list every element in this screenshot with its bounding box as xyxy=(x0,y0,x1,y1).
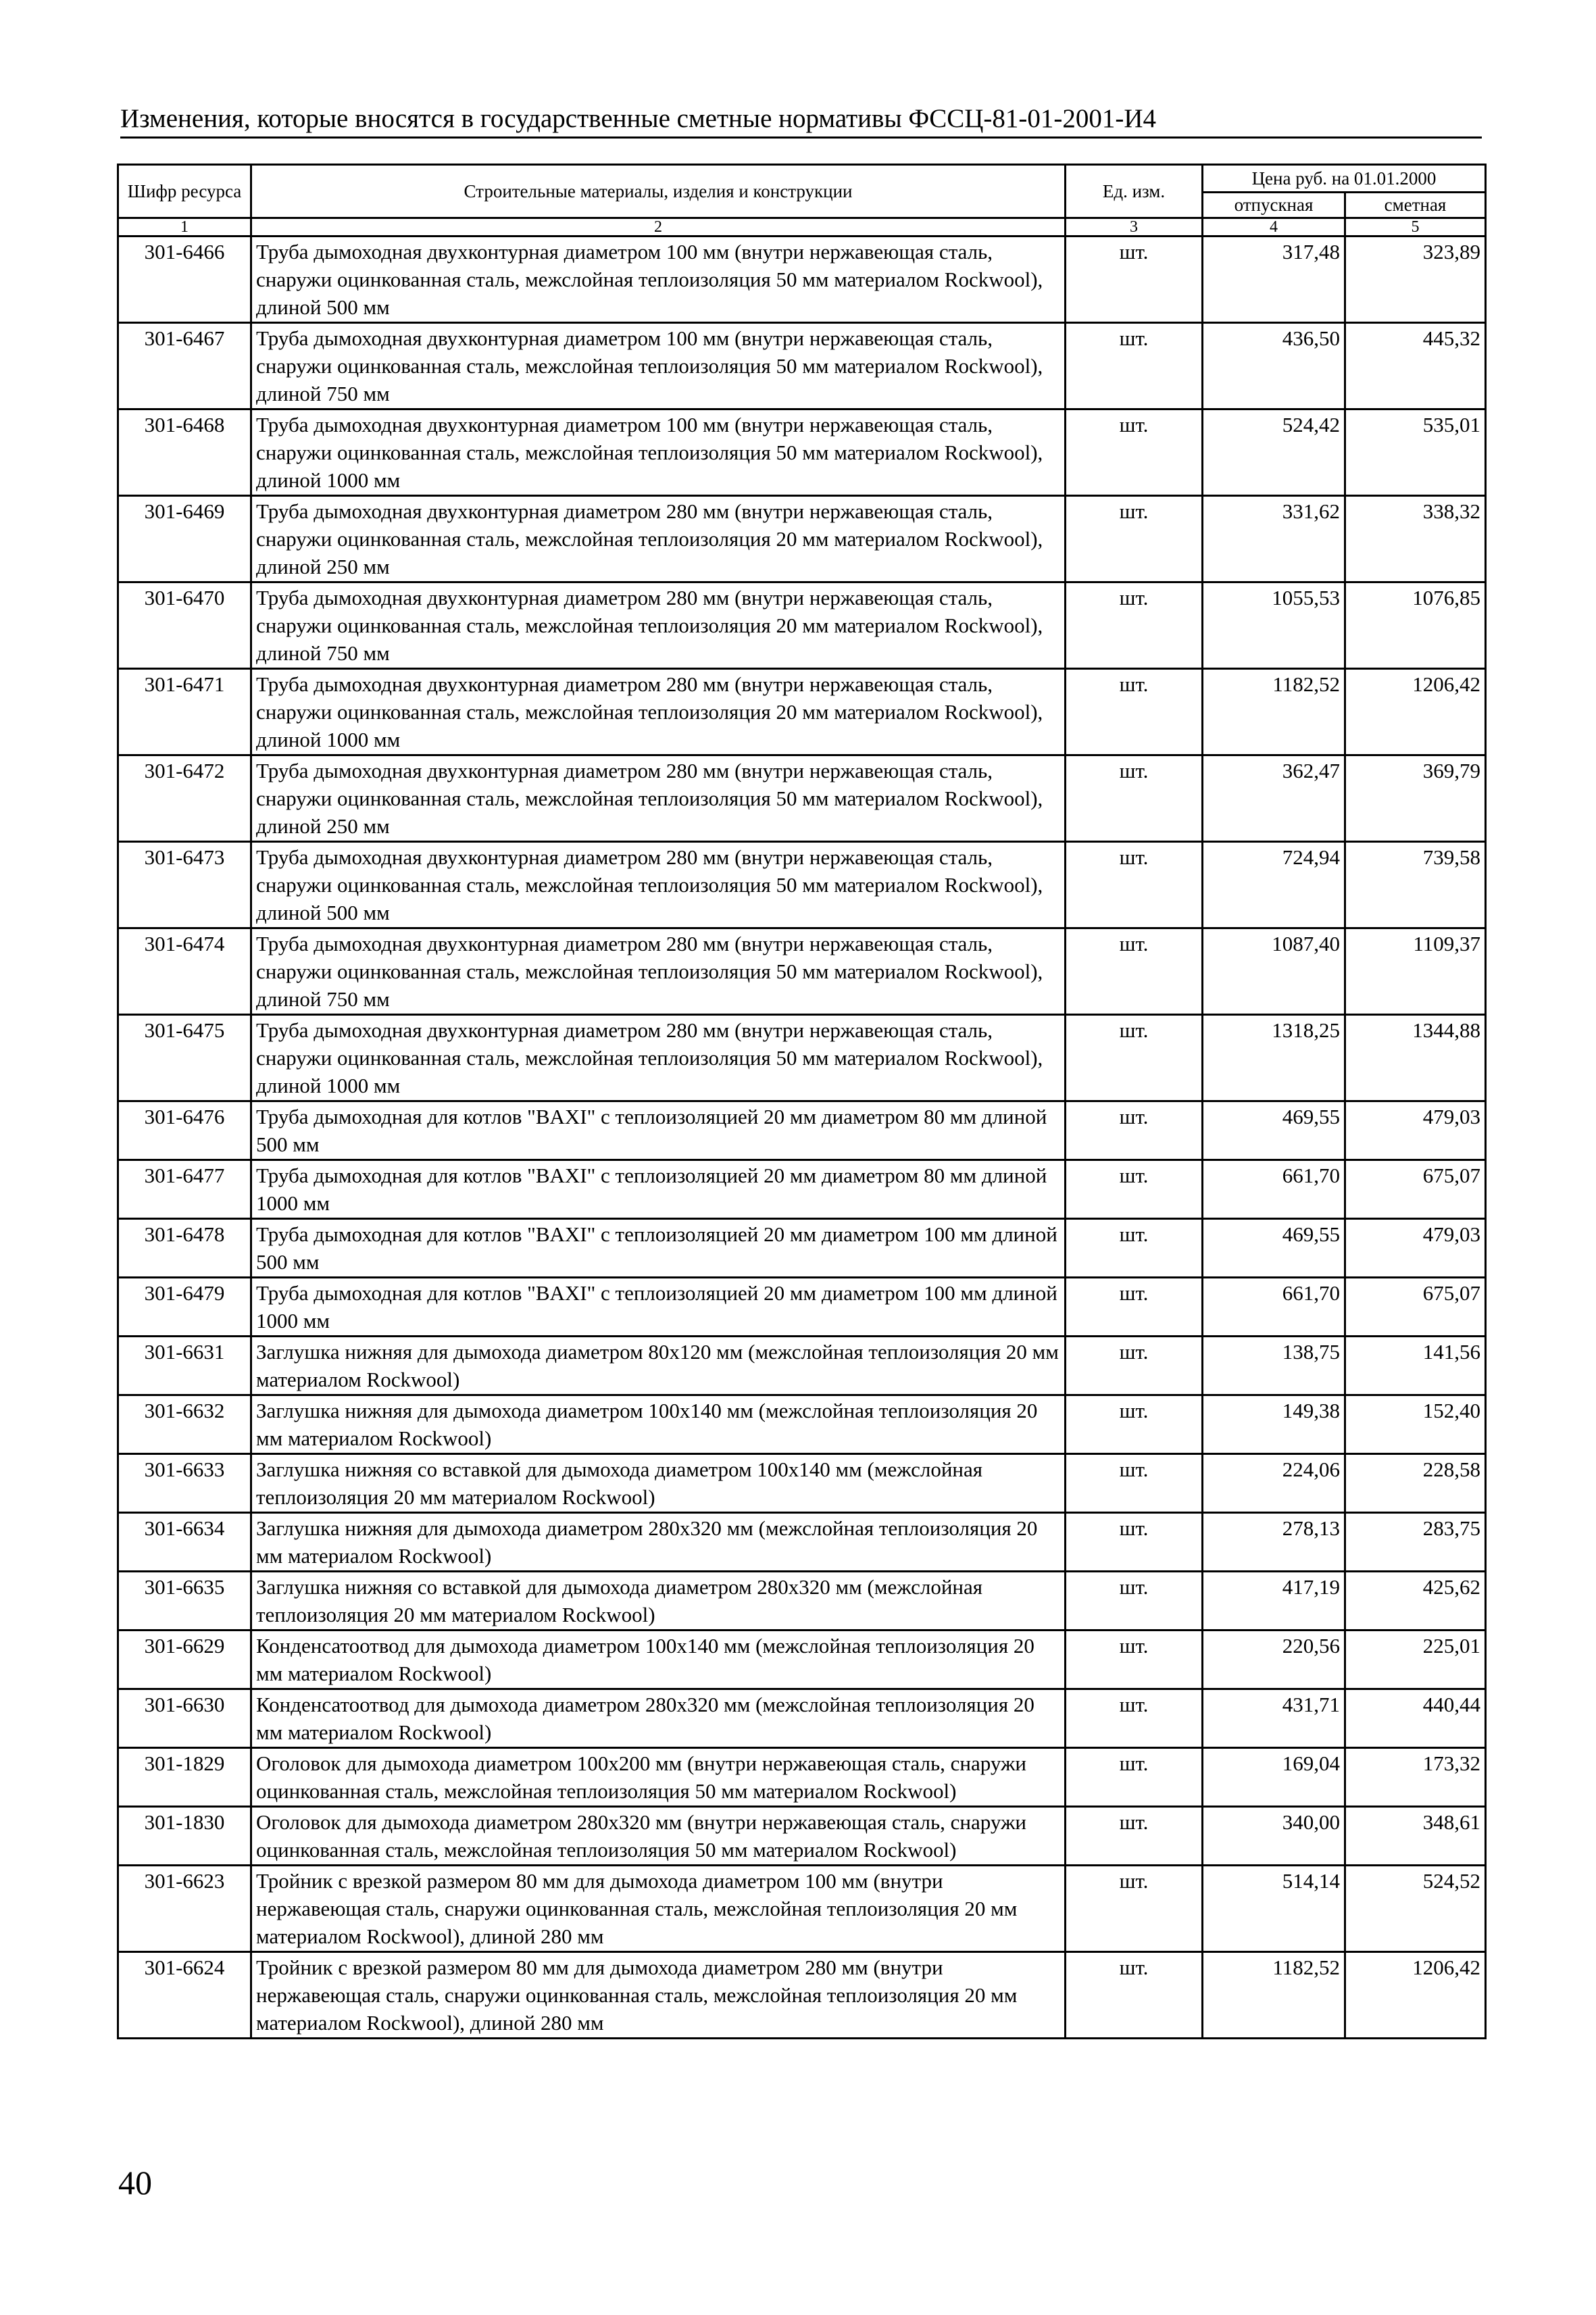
unit-cell: шт. xyxy=(1066,842,1203,928)
release-price-cell: 1087,40 xyxy=(1203,928,1345,1015)
unit-cell: шт. xyxy=(1066,1866,1203,1952)
table-row xyxy=(118,1631,1486,1689)
estimate-price-cell: 173,32 xyxy=(1345,1748,1486,1807)
unit-cell: шт. xyxy=(1066,1015,1203,1101)
resource-code-cell: 301-6632 xyxy=(118,1395,251,1454)
table-row xyxy=(118,1454,1486,1513)
material-name-cell: Труба дымоходная для котлов "BAXI" с теплоизоляцией 20 мм диаметром 80 мм длиной 500 мм xyxy=(251,1101,1066,1160)
resource-code-cell: 301-6478 xyxy=(118,1219,251,1278)
estimate-price-cell: 338,32 xyxy=(1345,496,1486,582)
release-price-cell: 331,62 xyxy=(1203,496,1345,582)
resource-code-cell: 301-6467 xyxy=(118,323,251,409)
material-name-cell: Труба дымоходная двухконтурная диаметром 280 мм (внутри нержавеющая сталь, снаружи оцинкованная сталь, межслойная теплоизоляция 20 мм материалом Rockwool), длиной 750 мм xyxy=(251,582,1066,669)
estimate-price-cell: 445,32 xyxy=(1345,323,1486,409)
material-name-cell: Труба дымоходная для котлов "BAXI" с теплоизоляцией 20 мм диаметром 80 мм длиной 1000 мм xyxy=(251,1160,1066,1219)
release-price-cell: 661,70 xyxy=(1203,1278,1345,1337)
material-name-cell: Оголовок для дымохода диаметром 280х320 мм (внутри нержавеющая сталь, снаружи оцинкованная сталь, межслойная теплоизоляция 50 мм материалом Rockwool) xyxy=(251,1807,1066,1866)
header-code: Шифр ресурса xyxy=(118,165,251,218)
estimate-price-cell: 479,03 xyxy=(1345,1219,1486,1278)
unit-cell: шт. xyxy=(1066,1807,1203,1866)
table-row xyxy=(118,1160,1486,1219)
header-price-release: отпускная xyxy=(1203,193,1345,218)
release-price-cell: 169,04 xyxy=(1203,1748,1345,1807)
resource-code-cell: 301-6476 xyxy=(118,1101,251,1160)
release-price-cell: 1318,25 xyxy=(1203,1015,1345,1101)
material-name-cell: Конденсатоотвод для дымохода диаметром 100х140 мм (межслойная теплоизоляция 20 мм материалом Rockwool) xyxy=(251,1631,1066,1689)
column-number: 5 xyxy=(1345,218,1486,237)
release-price-cell: 220,56 xyxy=(1203,1631,1345,1689)
unit-cell: шт. xyxy=(1066,1101,1203,1160)
material-name-cell: Тройник с врезкой размером 80 мм для дымохода диаметром 280 мм (внутри нержавеющая сталь, снаружи оцинкованная сталь, межслойная теплоизоляция 20 мм материалом Rockwool), длиной 280 мм xyxy=(251,1952,1066,2039)
resource-code-cell: 301-6623 xyxy=(118,1866,251,1952)
resource-code-cell: 301-6633 xyxy=(118,1454,251,1513)
material-name-cell: Заглушка нижняя со вставкой для дымохода диаметром 100х140 мм (межслойная теплоизоляция 20 мм материалом Rockwool) xyxy=(251,1454,1066,1513)
table-row xyxy=(118,1278,1486,1337)
header-unit: Ед. изм. xyxy=(1066,165,1203,218)
estimate-price-cell: 1344,88 xyxy=(1345,1015,1486,1101)
material-name-cell: Труба дымоходная двухконтурная диаметром 280 мм (внутри нержавеющая сталь, снаружи оцинкованная сталь, межслойная теплоизоляция 50 мм материалом Rockwool), длиной 250 мм xyxy=(251,755,1066,842)
estimate-price-cell: 535,01 xyxy=(1345,409,1486,496)
table-row xyxy=(118,755,1486,842)
table-row xyxy=(118,1689,1486,1748)
estimate-price-cell: 283,75 xyxy=(1345,1513,1486,1572)
table-row xyxy=(118,582,1486,669)
release-price-cell: 514,14 xyxy=(1203,1866,1345,1952)
release-price-cell: 278,13 xyxy=(1203,1513,1345,1572)
table-row xyxy=(118,1513,1486,1572)
estimate-price-cell: 228,58 xyxy=(1345,1454,1486,1513)
release-price-cell: 1182,52 xyxy=(1203,1952,1345,2039)
table-row xyxy=(118,1866,1486,1952)
unit-cell: шт. xyxy=(1066,755,1203,842)
estimate-price-cell: 524,52 xyxy=(1345,1866,1486,1952)
unit-cell: шт. xyxy=(1066,582,1203,669)
estimate-price-cell: 479,03 xyxy=(1345,1101,1486,1160)
unit-cell: шт. xyxy=(1066,1689,1203,1748)
resource-code-cell: 301-6630 xyxy=(118,1689,251,1748)
resource-code-cell: 301-6469 xyxy=(118,496,251,582)
material-name-cell: Заглушка нижняя со вставкой для дымохода диаметром 280х320 мм (межслойная теплоизоляция 20 мм материалом Rockwool) xyxy=(251,1572,1066,1631)
estimate-price-cell: 323,89 xyxy=(1345,237,1486,323)
estimate-price-cell: 1109,37 xyxy=(1345,928,1486,1015)
table-row xyxy=(118,237,1486,323)
estimate-price-cell: 369,79 xyxy=(1345,755,1486,842)
material-name-cell: Труба дымоходная двухконтурная диаметром 280 мм (внутри нержавеющая сталь, снаружи оцинкованная сталь, межслойная теплоизоляция 20 мм материалом Rockwool), длиной 1000 мм xyxy=(251,669,1066,755)
material-name-cell: Труба дымоходная для котлов "BAXI" с теплоизоляцией 20 мм диаметром 100 мм длиной 1000 мм xyxy=(251,1278,1066,1337)
estimate-price-cell: 348,61 xyxy=(1345,1807,1486,1866)
unit-cell: шт. xyxy=(1066,1454,1203,1513)
estimate-price-cell: 675,07 xyxy=(1345,1278,1486,1337)
material-name-cell: Труба дымоходная двухконтурная диаметром 100 мм (внутри нержавеющая сталь, снаружи оцинкованная сталь, межслойная теплоизоляция 50 мм материалом Rockwool), длиной 750 мм xyxy=(251,323,1066,409)
release-price-cell: 340,00 xyxy=(1203,1807,1345,1866)
resource-code-cell: 301-6468 xyxy=(118,409,251,496)
unit-cell: шт. xyxy=(1066,323,1203,409)
header-name: Строительные материалы, изделия и конструкции xyxy=(251,165,1066,218)
release-price-cell: 436,50 xyxy=(1203,323,1345,409)
resource-code-cell: 301-6475 xyxy=(118,1015,251,1101)
release-price-cell: 524,42 xyxy=(1203,409,1345,496)
resource-code-cell: 301-6629 xyxy=(118,1631,251,1689)
table-row xyxy=(118,669,1486,755)
release-price-cell: 469,55 xyxy=(1203,1219,1345,1278)
table-row xyxy=(118,1807,1486,1866)
material-name-cell: Оголовок для дымохода диаметром 100х200 мм (внутри нержавеющая сталь, снаружи оцинкованная сталь, межслойная теплоизоляция 50 мм материалом Rockwool) xyxy=(251,1748,1066,1807)
material-name-cell: Труба дымоходная двухконтурная диаметром 280 мм (внутри нержавеющая сталь, снаружи оцинкованная сталь, межслойная теплоизоляция 50 мм материалом Rockwool), длиной 750 мм xyxy=(251,928,1066,1015)
price-table xyxy=(117,164,1487,2039)
unit-cell: шт. xyxy=(1066,1160,1203,1219)
unit-cell: шт. xyxy=(1066,1748,1203,1807)
release-price-cell: 1055,53 xyxy=(1203,582,1345,669)
estimate-price-cell: 225,01 xyxy=(1345,1631,1486,1689)
unit-cell: шт. xyxy=(1066,928,1203,1015)
unit-cell: шт. xyxy=(1066,1337,1203,1395)
estimate-price-cell: 1206,42 xyxy=(1345,669,1486,755)
page-title: Изменения, которые вносятся в государственные сметные нормативы ФССЦ-81-01-2001-И4 xyxy=(120,103,1482,139)
material-name-cell: Труба дымоходная двухконтурная диаметром 280 мм (внутри нержавеющая сталь, снаружи оцинкованная сталь, межслойная теплоизоляция 50 мм материалом Rockwool), длиной 1000 мм xyxy=(251,1015,1066,1101)
release-price-cell: 417,19 xyxy=(1203,1572,1345,1631)
material-name-cell: Конденсатоотвод для дымохода диаметром 280х320 мм (межслойная теплоизоляция 20 мм материалом Rockwool) xyxy=(251,1689,1066,1748)
unit-cell: шт. xyxy=(1066,1513,1203,1572)
unit-cell: шт. xyxy=(1066,1219,1203,1278)
resource-code-cell: 301-6477 xyxy=(118,1160,251,1219)
column-number: 1 xyxy=(118,218,251,237)
unit-cell: шт. xyxy=(1066,1952,1203,2039)
unit-cell: шт. xyxy=(1066,1278,1203,1337)
resource-code-cell: 301-6635 xyxy=(118,1572,251,1631)
table-row xyxy=(118,323,1486,409)
table-row xyxy=(118,409,1486,496)
page-number: 40 xyxy=(118,2164,152,2201)
resource-code-cell: 301-6466 xyxy=(118,237,251,323)
column-number: 3 xyxy=(1066,218,1203,237)
material-name-cell: Труба дымоходная двухконтурная диаметром 100 мм (внутри нержавеющая сталь, снаружи оцинкованная сталь, межслойная теплоизоляция 50 мм материалом Rockwool), длиной 500 мм xyxy=(251,237,1066,323)
table-row xyxy=(118,928,1486,1015)
resource-code-cell: 301-6479 xyxy=(118,1278,251,1337)
table-row xyxy=(118,1952,1486,2039)
resource-code-cell: 301-6631 xyxy=(118,1337,251,1395)
release-price-cell: 224,06 xyxy=(1203,1454,1345,1513)
resource-code-cell: 301-6624 xyxy=(118,1952,251,2039)
unit-cell: шт. xyxy=(1066,496,1203,582)
estimate-price-cell: 152,40 xyxy=(1345,1395,1486,1454)
unit-cell: шт. xyxy=(1066,237,1203,323)
unit-cell: шт. xyxy=(1066,669,1203,755)
column-number-row xyxy=(118,218,1486,237)
unit-cell: шт. xyxy=(1066,1631,1203,1689)
resource-code-cell: 301-6474 xyxy=(118,928,251,1015)
release-price-cell: 149,38 xyxy=(1203,1395,1345,1454)
unit-cell: шт. xyxy=(1066,409,1203,496)
estimate-price-cell: 1206,42 xyxy=(1345,1952,1486,2039)
material-name-cell: Труба дымоходная двухконтурная диаметром 100 мм (внутри нержавеющая сталь, снаружи оцинкованная сталь, межслойная теплоизоляция 50 мм материалом Rockwool), длиной 1000 мм xyxy=(251,409,1066,496)
header-price-estimate: сметная xyxy=(1345,193,1486,218)
table-row xyxy=(118,1395,1486,1454)
table-row xyxy=(118,1219,1486,1278)
resource-code-cell: 301-6473 xyxy=(118,842,251,928)
table-row xyxy=(118,842,1486,928)
release-price-cell: 724,94 xyxy=(1203,842,1345,928)
material-name-cell: Труба дымоходная двухконтурная диаметром 280 мм (внутри нержавеющая сталь, снаружи оцинкованная сталь, межслойная теплоизоляция 20 мм материалом Rockwool), длиной 250 мм xyxy=(251,496,1066,582)
release-price-cell: 661,70 xyxy=(1203,1160,1345,1219)
resource-code-cell: 301-6472 xyxy=(118,755,251,842)
table-row xyxy=(118,1015,1486,1101)
column-number: 4 xyxy=(1203,218,1345,237)
release-price-cell: 1182,52 xyxy=(1203,669,1345,755)
table-row xyxy=(118,1101,1486,1160)
table-row xyxy=(118,496,1486,582)
unit-cell: шт. xyxy=(1066,1572,1203,1631)
resource-code-cell: 301-1830 xyxy=(118,1807,251,1866)
resource-code-cell: 301-6634 xyxy=(118,1513,251,1572)
estimate-price-cell: 440,44 xyxy=(1345,1689,1486,1748)
unit-cell: шт. xyxy=(1066,1395,1203,1454)
resource-code-cell: 301-1829 xyxy=(118,1748,251,1807)
release-price-cell: 317,48 xyxy=(1203,237,1345,323)
table-row xyxy=(118,1337,1486,1395)
column-number: 2 xyxy=(251,218,1066,237)
estimate-price-cell: 675,07 xyxy=(1345,1160,1486,1219)
material-name-cell: Заглушка нижняя для дымохода диаметром 100х140 мм (межслойная теплоизоляция 20 мм материалом Rockwool) xyxy=(251,1395,1066,1454)
release-price-cell: 431,71 xyxy=(1203,1689,1345,1748)
table-body xyxy=(118,237,1486,2039)
material-name-cell: Труба дымоходная для котлов "BAXI" с теплоизоляцией 20 мм диаметром 100 мм длиной 500 мм xyxy=(251,1219,1066,1278)
material-name-cell: Заглушка нижняя для дымохода диаметром 280х320 мм (межслойная теплоизоляция 20 мм материалом Rockwool) xyxy=(251,1513,1066,1572)
table-row xyxy=(118,1748,1486,1807)
release-price-cell: 469,55 xyxy=(1203,1101,1345,1160)
header-price-group: Цена руб. на 01.01.2000 xyxy=(1203,165,1486,193)
estimate-price-cell: 739,58 xyxy=(1345,842,1486,928)
resource-code-cell: 301-6470 xyxy=(118,582,251,669)
material-name-cell: Заглушка нижняя для дымохода диаметром 80х120 мм (межслойная теплоизоляция 20 мм материалом Rockwool) xyxy=(251,1337,1066,1395)
material-name-cell: Труба дымоходная двухконтурная диаметром 280 мм (внутри нержавеющая сталь, снаружи оцинкованная сталь, межслойная теплоизоляция 50 мм материалом Rockwool), длиной 500 мм xyxy=(251,842,1066,928)
release-price-cell: 138,75 xyxy=(1203,1337,1345,1395)
estimate-price-cell: 425,62 xyxy=(1345,1572,1486,1631)
table-row xyxy=(118,1572,1486,1631)
resource-code-cell: 301-6471 xyxy=(118,669,251,755)
estimate-price-cell: 1076,85 xyxy=(1345,582,1486,669)
material-name-cell: Тройник с врезкой размером 80 мм для дымохода диаметром 100 мм (внутри нержавеющая сталь, снаружи оцинкованная сталь, межслойная теплоизоляция 20 мм материалом Rockwool), длиной 280 мм xyxy=(251,1866,1066,1952)
estimate-price-cell: 141,56 xyxy=(1345,1337,1486,1395)
release-price-cell: 362,47 xyxy=(1203,755,1345,842)
